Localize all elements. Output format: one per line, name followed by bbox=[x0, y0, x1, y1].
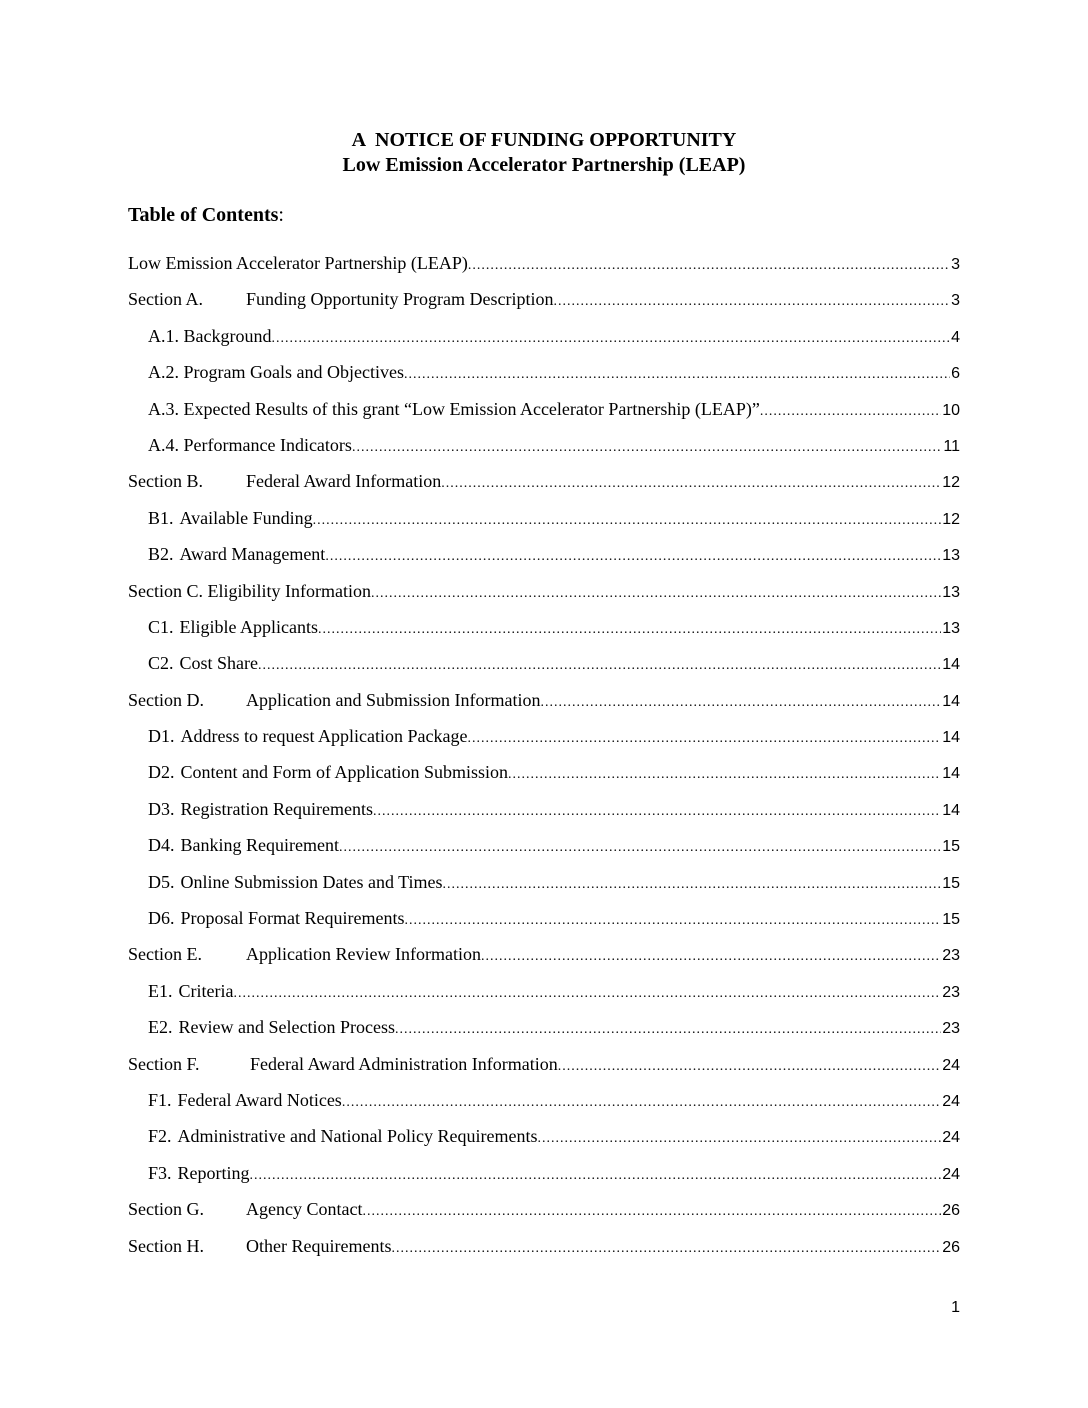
toc-section-number: D6. bbox=[148, 908, 175, 929]
toc-dot-leader bbox=[537, 1126, 941, 1152]
toc-dot-leader bbox=[258, 653, 941, 679]
toc-page-number: 24 bbox=[942, 1092, 960, 1110]
toc-entry-title: Registration Requirements bbox=[180, 798, 373, 819]
toc-page-number: 15 bbox=[942, 911, 960, 929]
toc-entry[interactable] bbox=[128, 1123, 960, 1159]
toc-heading-text: Table of Contents bbox=[128, 204, 279, 226]
toc-dot-leader bbox=[760, 399, 941, 425]
toc-entry-title: A.4. Performance Indicators bbox=[148, 434, 352, 455]
toc-entry-label bbox=[128, 941, 481, 967]
toc-page-number: 11 bbox=[943, 437, 960, 455]
toc-dot-leader bbox=[250, 1163, 942, 1189]
toc-entry[interactable] bbox=[128, 832, 960, 868]
toc-entry-label bbox=[148, 1160, 250, 1186]
toc-section-number: B2. bbox=[148, 544, 174, 565]
toc-entry[interactable] bbox=[128, 323, 960, 359]
toc-entry[interactable] bbox=[128, 578, 960, 614]
toc-entry-label bbox=[148, 869, 443, 895]
toc-dot-leader bbox=[467, 726, 941, 752]
toc-dot-leader bbox=[233, 981, 941, 1007]
toc-dot-leader bbox=[468, 253, 950, 279]
toc-entry-label bbox=[128, 578, 371, 604]
toc-entry-title: Available Funding bbox=[179, 507, 313, 528]
toc-dot-leader bbox=[395, 1017, 941, 1043]
toc-entry-label bbox=[148, 905, 404, 931]
toc-entry[interactable] bbox=[128, 1233, 960, 1269]
toc-entry-label bbox=[148, 832, 339, 858]
toc-entry[interactable] bbox=[128, 396, 960, 432]
toc-entry-label bbox=[148, 359, 404, 385]
toc-page-number: 6 bbox=[951, 365, 960, 383]
toc-section-number: Section D. bbox=[128, 689, 204, 710]
toc-page-number: 26 bbox=[942, 1202, 960, 1220]
toc-entry-label bbox=[148, 505, 313, 531]
table-of-contents bbox=[128, 250, 960, 1269]
toc-entry[interactable] bbox=[128, 796, 960, 832]
toc-page-number: 15 bbox=[942, 874, 960, 892]
toc-page-number: 12 bbox=[942, 474, 960, 492]
toc-section-number: D4. bbox=[148, 835, 175, 856]
toc-entry-label bbox=[148, 1123, 537, 1149]
toc-entry-title: Application Review Information bbox=[246, 944, 481, 965]
toc-section-number: E2. bbox=[148, 1017, 173, 1038]
toc-entry[interactable] bbox=[128, 505, 960, 541]
toc-entry[interactable] bbox=[128, 687, 960, 723]
toc-entry-title: A.3. Expected Results of this grant “Low Emission Accelerator Partnership (LEAP)” bbox=[148, 398, 760, 419]
toc-page-number: 23 bbox=[942, 947, 960, 965]
toc-entry-label bbox=[148, 796, 373, 822]
toc-entry[interactable] bbox=[128, 614, 960, 650]
toc-section-number: Section G. bbox=[128, 1199, 204, 1220]
toc-dot-leader bbox=[313, 508, 942, 534]
toc-entry-label bbox=[148, 650, 258, 676]
toc-page-number: 14 bbox=[942, 729, 960, 747]
toc-section-number: B1. bbox=[148, 507, 174, 528]
toc-page-number: 13 bbox=[942, 547, 960, 565]
toc-entry-label bbox=[148, 759, 508, 785]
toc-entry[interactable] bbox=[128, 541, 960, 577]
toc-section-number: F1. bbox=[148, 1089, 172, 1110]
title-line-2: Low Emission Accelerator Partnership (LEAP) bbox=[342, 154, 746, 176]
toc-entry-title: Federal Award Notices bbox=[177, 1089, 342, 1110]
toc-entry-label bbox=[148, 432, 352, 458]
toc-page-number: 24 bbox=[942, 1129, 960, 1147]
toc-entry-label bbox=[148, 723, 467, 749]
toc-dot-leader bbox=[558, 1054, 941, 1080]
toc-entry[interactable] bbox=[128, 1160, 960, 1196]
toc-entry[interactable] bbox=[128, 468, 960, 504]
toc-section-number: C2. bbox=[148, 653, 174, 674]
toc-entry-title: Administrative and National Policy Requirements bbox=[177, 1126, 538, 1147]
toc-dot-leader bbox=[325, 544, 941, 570]
toc-section-number: D5. bbox=[148, 871, 175, 892]
toc-entry-title: Criteria bbox=[178, 980, 234, 1001]
toc-section-number: D3. bbox=[148, 798, 175, 819]
toc-entry-title: Low Emission Accelerator Partnership (LEAP) bbox=[128, 253, 468, 273]
toc-entry-label bbox=[148, 541, 325, 567]
toc-entry-label bbox=[148, 1087, 342, 1113]
toc-entry[interactable] bbox=[128, 1014, 960, 1050]
toc-page-number: 3 bbox=[951, 256, 960, 273]
toc-section-number: C1. bbox=[148, 616, 174, 637]
toc-section-number: Section B. bbox=[128, 471, 203, 492]
toc-entry[interactable] bbox=[128, 1087, 960, 1123]
toc-page-number: 13 bbox=[942, 583, 960, 601]
toc-page-number: 15 bbox=[942, 838, 960, 856]
toc-entry-title: Cost Share bbox=[179, 653, 259, 674]
toc-page-number: 14 bbox=[942, 692, 960, 710]
toc-section-number: D1. bbox=[148, 726, 175, 747]
toc-entry[interactable] bbox=[128, 286, 960, 322]
toc-entry[interactable] bbox=[128, 359, 960, 395]
toc-entry[interactable] bbox=[128, 1051, 960, 1087]
toc-entry[interactable] bbox=[128, 432, 960, 468]
toc-dot-leader bbox=[371, 581, 941, 607]
document-title bbox=[0, 128, 1088, 178]
toc-entry[interactable] bbox=[128, 978, 960, 1014]
toc-entry[interactable] bbox=[128, 905, 960, 941]
toc-entry-label bbox=[128, 1196, 362, 1222]
toc-page-number: 26 bbox=[942, 1238, 960, 1256]
toc-page-number: 10 bbox=[942, 401, 960, 419]
toc-entry-title: Address to request Application Package bbox=[180, 726, 468, 747]
toc-section-number: D2. bbox=[148, 762, 175, 783]
toc-entry-label bbox=[128, 250, 468, 276]
toc-entry[interactable] bbox=[128, 723, 960, 759]
toc-dot-leader bbox=[373, 799, 941, 825]
toc-dot-leader bbox=[553, 289, 950, 315]
toc-page-number: 23 bbox=[942, 983, 960, 1001]
toc-entry[interactable] bbox=[128, 250, 960, 286]
toc-entry-title: Banking Requirement bbox=[180, 835, 339, 856]
toc-entry-title: Eligible Applicants bbox=[179, 616, 318, 637]
toc-entry-title: Award Management bbox=[179, 544, 326, 565]
toc-entry-title: Content and Form of Application Submission bbox=[180, 762, 508, 783]
toc-entry-title: Federal Award Information bbox=[246, 471, 442, 492]
toc-section-number: F2. bbox=[148, 1126, 172, 1147]
toc-entry[interactable] bbox=[128, 1196, 960, 1232]
toc-entry-title: Agency Contact bbox=[246, 1199, 363, 1220]
toc-dot-leader bbox=[318, 617, 941, 643]
toc-section-number: Section F. bbox=[128, 1053, 200, 1074]
toc-entry-title: Other Requirements bbox=[246, 1235, 392, 1256]
toc-entry-title: Reporting bbox=[177, 1162, 250, 1183]
toc-section-number: Section H. bbox=[128, 1235, 204, 1256]
toc-page-number: 12 bbox=[942, 510, 960, 528]
toc-dot-leader bbox=[391, 1236, 941, 1262]
toc-dot-leader bbox=[441, 471, 941, 497]
toc-entry-title: Funding Opportunity Program Description bbox=[246, 289, 554, 310]
toc-dot-leader bbox=[404, 362, 950, 388]
toc-entry-title: Online Submission Dates and Times bbox=[180, 871, 443, 892]
toc-page-number: 14 bbox=[942, 656, 960, 674]
toc-entry-label bbox=[128, 468, 441, 494]
toc-entry[interactable] bbox=[128, 869, 960, 905]
toc-dot-leader bbox=[508, 762, 941, 788]
toc-dot-leader bbox=[481, 944, 941, 970]
page-number: 1 bbox=[951, 1299, 960, 1316]
toc-dot-leader bbox=[540, 690, 941, 716]
toc-entry-title: Federal Award Administration Information bbox=[250, 1053, 558, 1074]
toc-heading-colon: : bbox=[278, 204, 284, 226]
toc-section-number: F3. bbox=[148, 1162, 172, 1183]
toc-dot-leader bbox=[443, 872, 942, 898]
toc-entry-title: Review and Selection Process bbox=[178, 1017, 395, 1038]
toc-entry[interactable] bbox=[128, 941, 960, 977]
toc-page-number: 24 bbox=[942, 1165, 960, 1183]
toc-entry-label bbox=[128, 687, 540, 713]
toc-heading bbox=[128, 202, 284, 228]
toc-entry[interactable] bbox=[128, 650, 960, 686]
toc-page-number: 23 bbox=[942, 1020, 960, 1038]
toc-entry-label bbox=[148, 978, 233, 1004]
toc-entry-label bbox=[128, 286, 553, 312]
toc-dot-leader bbox=[404, 908, 941, 934]
toc-dot-leader bbox=[339, 835, 941, 861]
toc-dot-leader bbox=[271, 326, 950, 352]
toc-entry-title: A.1. Background bbox=[148, 325, 272, 346]
toc-entry-label bbox=[148, 323, 271, 349]
toc-dot-leader bbox=[362, 1199, 941, 1225]
toc-section-number: Section A. bbox=[128, 289, 203, 310]
toc-entry-label bbox=[128, 1051, 558, 1077]
toc-page-number: 4 bbox=[951, 328, 960, 346]
toc-page-number: 24 bbox=[942, 1056, 960, 1074]
toc-section-number: Section E. bbox=[128, 944, 202, 965]
toc-entry-title: Proposal Format Requirements bbox=[180, 908, 405, 929]
toc-entry-label bbox=[128, 1233, 391, 1259]
toc-page-number: 3 bbox=[951, 292, 960, 310]
toc-entry[interactable] bbox=[128, 759, 960, 795]
toc-page-number: 14 bbox=[942, 801, 960, 819]
toc-section-number: E1. bbox=[148, 980, 173, 1001]
toc-entry-label bbox=[148, 396, 760, 422]
toc-entry-title: Application and Submission Information bbox=[246, 689, 541, 710]
title-line-1: A NOTICE OF FUNDING OPPORTUNITY bbox=[351, 129, 737, 151]
toc-entry-title: A.2. Program Goals and Objectives bbox=[148, 362, 404, 383]
toc-dot-leader bbox=[342, 1090, 941, 1116]
toc-entry-label bbox=[148, 614, 318, 640]
toc-page-number: 14 bbox=[942, 765, 960, 783]
toc-entry-label bbox=[148, 1014, 395, 1040]
toc-dot-leader bbox=[352, 435, 942, 461]
toc-entry-title: Section C. Eligibility Information bbox=[128, 580, 371, 601]
toc-page-number: 13 bbox=[942, 619, 960, 637]
